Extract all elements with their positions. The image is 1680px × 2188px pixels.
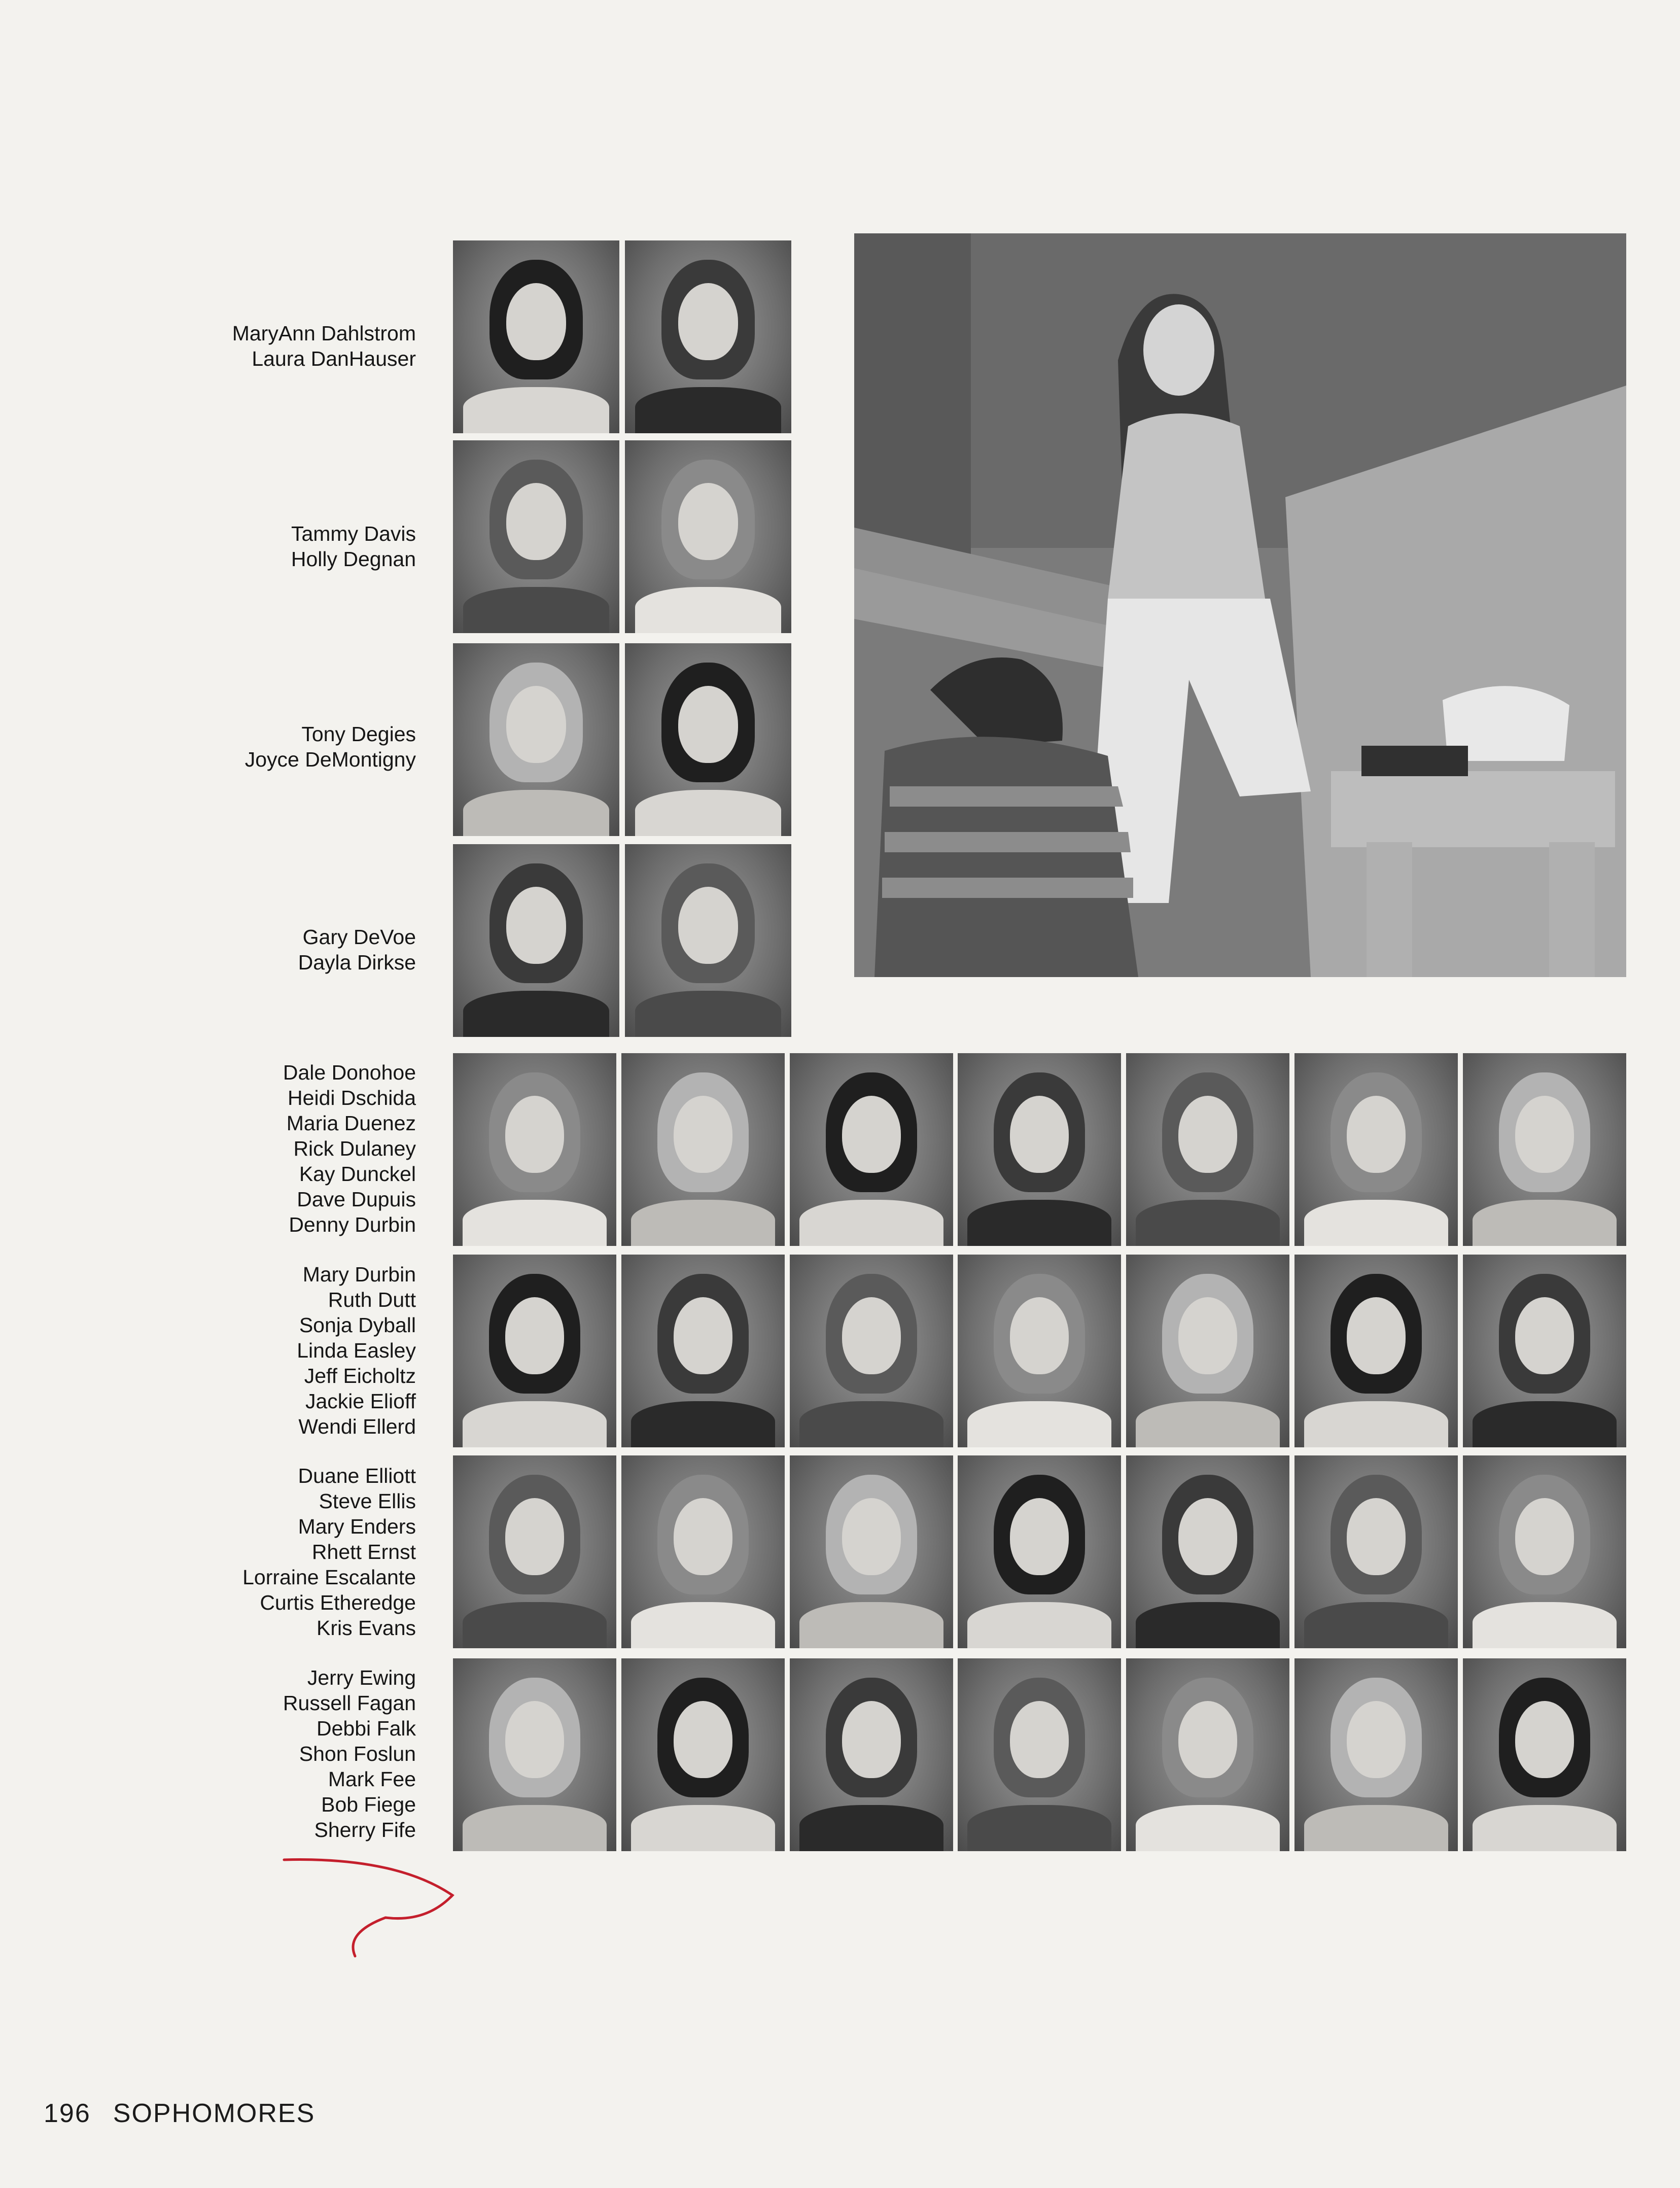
name-list-row-2: [297, 1262, 416, 1439]
student-name: Heidi Dschida: [288, 1086, 416, 1109]
name-list-row-1: [283, 1060, 416, 1237]
red-pen-mark: [274, 1847, 467, 1968]
student-portrait: [621, 1658, 785, 1851]
student-portrait: [1126, 1255, 1289, 1447]
student-portrait: [453, 1455, 616, 1648]
candid-photo: [854, 233, 1626, 977]
student-portrait: [1294, 1455, 1458, 1648]
student-portrait: [453, 440, 619, 633]
student-portrait: [958, 1053, 1121, 1246]
student-portrait: [453, 1053, 616, 1246]
student-portrait: [1294, 1658, 1458, 1851]
student-name: Russell Fagan: [283, 1691, 416, 1715]
student-portrait: [1463, 1658, 1626, 1851]
student-portrait: [625, 643, 791, 836]
student-name: Holly Degnan: [291, 547, 416, 571]
student-portrait: [621, 1255, 785, 1447]
student-portrait: [1126, 1658, 1289, 1851]
student-portrait: [625, 440, 791, 633]
page-number: 196: [44, 2099, 91, 2128]
section-title: SOPHOMORES: [113, 2099, 316, 2128]
student-portrait: [790, 1658, 953, 1851]
student-name: Bob Fiege: [321, 1793, 416, 1816]
student-portrait: [453, 1255, 616, 1447]
student-name: Debbi Falk: [317, 1717, 416, 1740]
student-portrait: [453, 643, 619, 836]
student-name: Mary Durbin: [302, 1263, 416, 1286]
student-name: MaryAnn Dahlstrom: [232, 322, 416, 345]
name-list-row-4: [283, 1665, 416, 1843]
student-name: Mary Enders: [298, 1515, 416, 1538]
student-name: Kay Dunckel: [299, 1162, 416, 1186]
name-list-pair-4: [298, 924, 416, 975]
student-name: Joyce DeMontigny: [244, 748, 416, 771]
name-list-row-3: [242, 1463, 416, 1641]
student-name: Steve Ellis: [319, 1489, 416, 1513]
student-name: Lorraine Escalante: [242, 1566, 416, 1589]
student-name: Dave Dupuis: [297, 1188, 416, 1211]
student-name: Sonja Dyball: [299, 1313, 416, 1337]
name-list-pair-2: [291, 521, 416, 572]
student-portrait: [1463, 1053, 1626, 1246]
student-portrait: [453, 844, 619, 1037]
student-name: Tony Degies: [301, 722, 416, 746]
student-name: Sherry Fife: [314, 1818, 416, 1842]
student-name: Wendi Ellerd: [298, 1415, 416, 1438]
student-portrait: [958, 1255, 1121, 1447]
student-name: Denny Durbin: [289, 1213, 416, 1236]
student-name: Shon Foslun: [299, 1742, 416, 1765]
candid-photo-illustration: [854, 233, 1626, 977]
student-name: Laura DanHauser: [252, 347, 416, 370]
student-portrait: [958, 1658, 1121, 1851]
student-portrait: [625, 240, 791, 433]
student-name: Gary DeVoe: [302, 925, 416, 949]
student-portrait: [1463, 1255, 1626, 1447]
student-portrait: [1294, 1053, 1458, 1246]
student-name: Tammy Davis: [291, 522, 416, 545]
page-footer: [44, 2098, 337, 2129]
name-list-pair-1: [232, 321, 416, 371]
student-name: Dale Donohoe: [283, 1061, 416, 1084]
student-name: Jeff Eicholtz: [304, 1364, 416, 1387]
student-portrait: [790, 1255, 953, 1447]
student-name: Rhett Ernst: [311, 1540, 416, 1564]
student-name: Jackie Elioff: [305, 1390, 416, 1413]
student-portrait: [1126, 1455, 1289, 1648]
student-name: Rick Dulaney: [293, 1137, 416, 1160]
student-portrait: [1294, 1255, 1458, 1447]
student-name: Ruth Dutt: [328, 1288, 416, 1311]
name-list-pair-3: [245, 721, 416, 772]
student-name: Maria Duenez: [286, 1112, 416, 1135]
student-portrait: [453, 1658, 616, 1851]
student-portrait: [790, 1455, 953, 1648]
student-name: Dayla Dirkse: [298, 951, 416, 974]
student-portrait: [625, 844, 791, 1037]
student-name: Jerry Ewing: [307, 1666, 416, 1689]
student-name: Kris Evans: [317, 1616, 416, 1640]
student-portrait: [958, 1455, 1121, 1648]
student-name: Duane Elliott: [298, 1464, 416, 1487]
student-name: Curtis Etheredge: [260, 1591, 416, 1614]
student-portrait: [621, 1053, 785, 1246]
student-portrait: [1126, 1053, 1289, 1246]
student-portrait: [1463, 1455, 1626, 1648]
student-portrait: [621, 1455, 785, 1648]
student-portrait: [453, 240, 619, 433]
student-name: Mark Fee: [328, 1767, 416, 1791]
student-portrait: [790, 1053, 953, 1246]
student-name: Linda Easley: [297, 1339, 416, 1362]
